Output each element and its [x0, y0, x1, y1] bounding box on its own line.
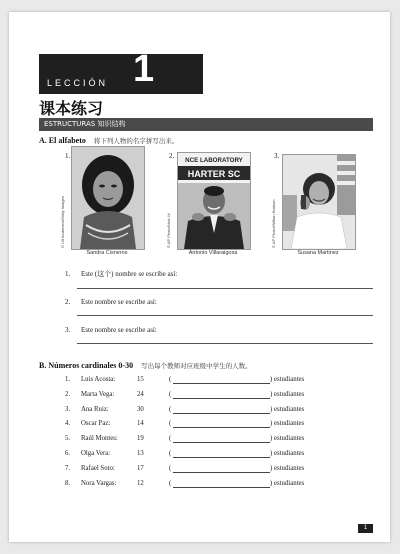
student-count: 12 [137, 480, 144, 487]
photo-susana-martinez [282, 154, 356, 250]
row-number: 1. [65, 376, 71, 383]
open-paren: ( [169, 465, 172, 472]
unit-label: ) estudiantes [270, 435, 305, 442]
part-b-instruction: 写出每个教师对应班级中学生的人数。 [141, 362, 252, 370]
row-number: 4. [65, 420, 71, 427]
photo-credit: © AP Photo/Nick Ut [166, 213, 171, 248]
question-row [65, 326, 157, 334]
teacher-name: Olga Vera: [81, 450, 111, 457]
row-number: 2. [65, 391, 71, 398]
part-b-letter: B. [39, 361, 47, 370]
teacher-name: Raúl Montes: [81, 435, 118, 442]
teacher-name: Nora Vargas: [81, 480, 117, 487]
lesson-banner [39, 48, 203, 94]
unit-label: ) estudiantes [270, 376, 305, 383]
answer-blank[interactable] [173, 472, 270, 473]
unit-label: ) estudiantes [270, 420, 305, 427]
answer-blank[interactable] [173, 383, 270, 384]
answer-blank[interactable] [173, 457, 270, 458]
photo-caption: Antonio Villaraigosa [188, 250, 238, 256]
open-paren: ( [169, 435, 172, 442]
answer-blank[interactable] [173, 442, 270, 443]
page-number: 1 [358, 524, 373, 533]
teacher-name: Oscar Paz: [81, 420, 111, 427]
answer-blank[interactable] [173, 398, 270, 399]
sign-text: HARTER SC [187, 169, 241, 179]
student-count: 19 [137, 435, 144, 442]
photo-number: 2. [169, 152, 175, 160]
answer-line[interactable] [77, 288, 373, 289]
student-count: 30 [137, 406, 144, 413]
open-paren: ( [169, 480, 172, 487]
photo-number: 3. [274, 152, 280, 160]
part-a-letter: A. [39, 136, 47, 145]
question-text: Este nombre se escribe así: [81, 298, 157, 306]
question-text: Este (这个) nombre se escribe así: [81, 270, 178, 278]
unit-label: ) estudiantes [270, 480, 305, 487]
answer-blank[interactable] [173, 487, 270, 488]
row-number: 7. [65, 465, 71, 472]
part-b-heading [39, 361, 252, 370]
teacher-name: Ana Ruiz: [81, 406, 109, 413]
open-paren: ( [169, 420, 172, 427]
page-title: 课本练习 [39, 99, 104, 118]
sign-text: NCE LABORATORY [185, 157, 243, 164]
question-number: 1. [65, 270, 71, 278]
answer-blank[interactable] [173, 413, 270, 414]
question-text: Este nombre se escribe así: [81, 326, 157, 334]
open-paren: ( [169, 391, 172, 398]
unit-label: ) estudiantes [270, 465, 305, 472]
row-number: 5. [65, 435, 71, 442]
student-count: 24 [137, 391, 144, 398]
photo-number: 1. [65, 152, 71, 160]
photo-sandra-cisneros [71, 146, 145, 250]
lesson-number: 1 [133, 48, 155, 90]
open-paren: ( [169, 376, 172, 383]
row-number: 8. [65, 480, 71, 487]
part-a-heading [39, 136, 178, 145]
student-count: 15 [137, 376, 144, 383]
answer-line[interactable] [77, 343, 373, 344]
lesson-label: LECCIÓN [47, 78, 109, 88]
answer-blank[interactable] [173, 427, 270, 428]
unit-label: ) estudiantes [270, 391, 305, 398]
question-number: 3. [65, 326, 71, 334]
photo-credit: © Ulf Andersen/Getty Images [60, 196, 65, 248]
unit-label: ) estudiantes [270, 450, 305, 457]
question-row [65, 298, 157, 306]
question-number: 2. [65, 298, 71, 306]
teacher-name: Marta Vega: [81, 391, 115, 398]
open-paren: ( [169, 450, 172, 457]
open-paren: ( [169, 406, 172, 413]
student-count: 17 [137, 465, 144, 472]
part-b-title: Números cardinales 0-30 [48, 361, 134, 370]
teacher-name: Rafael Soto: [81, 465, 115, 472]
photo-credit: © AP Photo/Willian Hudson [271, 199, 276, 248]
part-a-title: El alfabeto [48, 136, 86, 145]
photo-caption: Sandra Cisneros [86, 250, 128, 256]
unit-label: ) estudiantes [270, 406, 305, 413]
student-count: 13 [137, 450, 144, 457]
student-count: 14 [137, 420, 144, 427]
photo-caption: Susana Martinez [297, 250, 339, 256]
row-number: 6. [65, 450, 71, 457]
row-number: 3. [65, 406, 71, 413]
question-row [65, 269, 177, 279]
workbook-page [9, 12, 390, 542]
section-header: ESTRUCTURAS 知识结构 [39, 118, 373, 131]
photo-antonio-villaraigosa [177, 152, 251, 250]
teacher-name: Luis Acosta: [81, 376, 116, 383]
part-a-instruction: 将下列人物的名字拼写出来。 [93, 137, 179, 145]
answer-line[interactable] [77, 315, 373, 316]
